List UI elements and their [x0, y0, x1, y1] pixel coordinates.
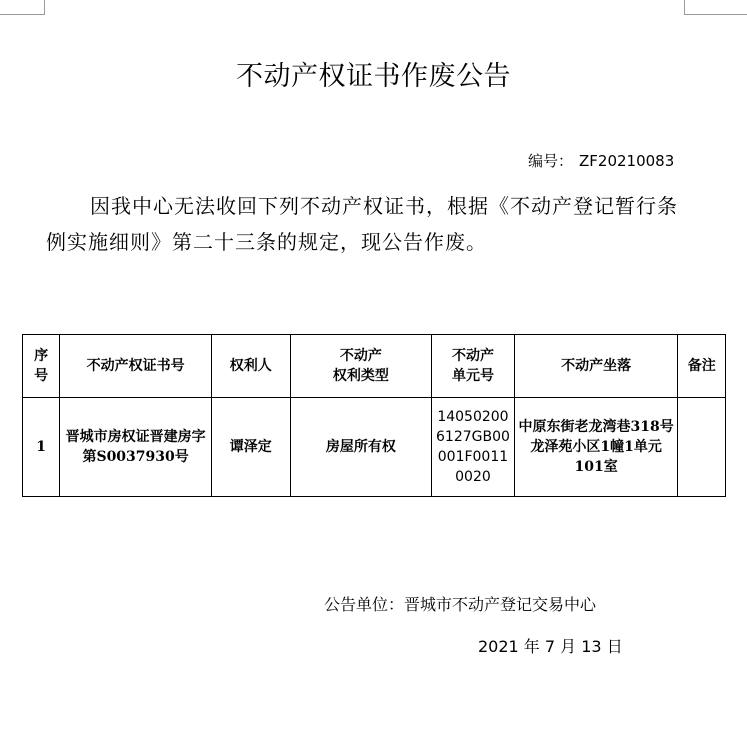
header-location: 不动产坐落 [514, 335, 678, 398]
cell-unit-number: 140502006127GB00001F00110020 [432, 398, 515, 497]
document-number-label: 编号： [528, 152, 574, 170]
header-no-line-1: 序 [34, 348, 49, 364]
void-certificate-table [22, 334, 726, 497]
cell-owner: 谭泽定 [211, 398, 290, 497]
header-cert-number: 不动产权证书号 [60, 335, 212, 398]
header-note: 备注 [678, 335, 726, 398]
crop-mark-top-right-vertical [684, 0, 685, 15]
header-right-type-line-1: 不动产 [339, 348, 382, 364]
header-no [23, 335, 60, 398]
header-unit-number-line-2: 单元号 [451, 368, 494, 384]
header-unit-number [432, 335, 515, 398]
crop-mark-top-left-horizontal [0, 14, 44, 15]
header-no-line-2: 号 [34, 368, 49, 384]
crop-mark-top-left-vertical [44, 0, 45, 15]
notice-body-text: 因我中心无法收回下列不动产权证书，根据《不动产登记暂行条例实施细则》第二十三条的规定，现公告作废。 [46, 194, 678, 254]
issuing-unit: 公告单位：晋城市不动产登记交易中心 [324, 595, 597, 614]
cell-no: 1 [23, 398, 60, 497]
document-title: 不动产权证书作废公告 [236, 61, 511, 92]
header-right-type [290, 335, 431, 398]
table-row [23, 398, 726, 497]
document-number [528, 150, 674, 171]
table-header-row [23, 335, 726, 398]
cell-location: 中原东街老龙湾巷318号龙泽苑小区1幢1单元101室 [514, 398, 678, 497]
cell-cert-number: 晋城市房权证晋建房字第S0037930号 [60, 398, 212, 497]
document-number-value: ZF20210083 [579, 152, 675, 170]
header-unit-number-line-1: 不动产 [451, 348, 494, 364]
issue-date: 2021 年 7 月 13 日 [478, 637, 623, 656]
cell-note [678, 398, 726, 497]
header-right-type-line-2: 权利类型 [332, 368, 389, 384]
header-owner: 权利人 [211, 335, 290, 398]
cell-right-type: 房屋所有权 [290, 398, 431, 497]
crop-mark-top-right-horizontal [684, 14, 747, 15]
